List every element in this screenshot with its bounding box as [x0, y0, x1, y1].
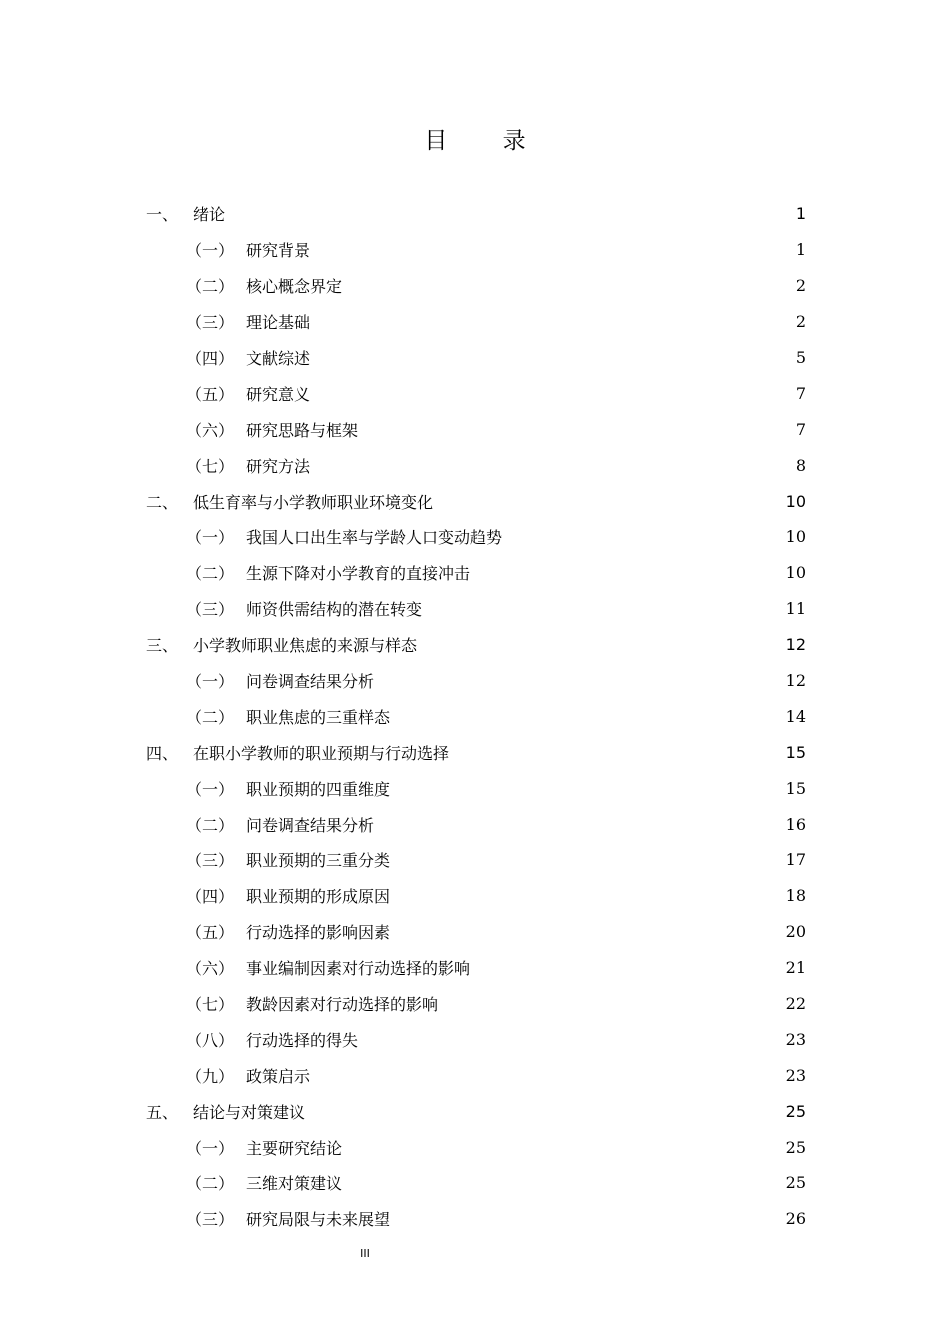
toc-entry-page: 10: [785, 491, 806, 511]
toc-entry-label: 职业预期的四重维度: [246, 779, 391, 799]
toc-entry-number: （四）: [186, 887, 235, 907]
toc-dot-leader: [392, 709, 783, 727]
toc-entry-label: 教龄因素对行动选择的影响: [246, 995, 439, 1015]
toc-section-entry[interactable]: [0, 1021, 950, 1057]
toc-entry-page: 8: [795, 455, 806, 475]
toc-entry-label: 三维对策建议: [246, 1174, 343, 1194]
table-of-contents: [0, 196, 950, 1237]
toc-section-entry[interactable]: [0, 1165, 950, 1201]
toc-entry-label: 研究意义: [246, 384, 311, 404]
toc-dot-leader: [392, 853, 783, 871]
toc-entry-label: 师资供需结构的潜在转变: [246, 600, 423, 620]
toc-section-entry[interactable]: [0, 555, 950, 591]
toc-entry-number: （一）: [186, 1138, 235, 1158]
toc-entry-page: 1: [795, 204, 806, 224]
toc-entry-page: 22: [785, 994, 806, 1014]
toc-dot-leader: [392, 889, 783, 907]
toc-dot-leader: [344, 279, 793, 297]
toc-dot-leader: [472, 961, 783, 979]
toc-entry-page: 10: [785, 527, 806, 547]
toc-section-entry[interactable]: [0, 340, 950, 376]
toc-entry-label: 问卷调查结果分析: [246, 672, 375, 692]
toc-dot-leader: [424, 602, 783, 620]
toc-entry-number: （一）: [186, 241, 235, 261]
toc-entry-label: 行动选择的影响因素: [246, 923, 391, 943]
toc-section-entry[interactable]: [0, 268, 950, 304]
toc-entry-page: 21: [785, 958, 806, 978]
toc-section-entry[interactable]: [0, 770, 950, 806]
toc-entry-page: 18: [785, 886, 806, 906]
toc-section-entry[interactable]: [0, 447, 950, 483]
toc-entry-number: （六）: [186, 959, 235, 979]
toc-entry-label: 小学教师职业焦虑的来源与样态: [193, 636, 418, 656]
toc-entry-number: （四）: [186, 349, 235, 368]
toc-entry-number: （九）: [186, 1066, 235, 1086]
toc-entry-number: （三）: [186, 851, 235, 871]
toc-entry-page: 7: [795, 419, 806, 439]
toc-entry-label: 职业预期的三重分类: [246, 851, 391, 871]
toc-entry-number: （八）: [186, 1030, 235, 1050]
toc-entry-page: 23: [785, 1029, 806, 1049]
toc-entry-number: 二、: [146, 492, 179, 512]
toc-entry-page: 25: [785, 1101, 806, 1121]
toc-entry-label: 低生育率与小学教师职业环境变化: [193, 492, 434, 512]
toc-entry-number: 三、: [146, 636, 179, 656]
toc-entry-label: 职业焦虑的三重样态: [246, 707, 391, 727]
toc-entry-page: 2: [795, 312, 806, 332]
toc-entry-page: 1: [795, 240, 806, 260]
toc-dot-leader: [360, 1032, 783, 1050]
toc-entry-label: 在职小学教师的职业预期与行动选择: [193, 743, 450, 763]
toc-dot-leader: [440, 997, 783, 1015]
toc-entry-label: 职业预期的形成原因: [246, 887, 391, 907]
toc-entry-number: （三）: [186, 600, 235, 620]
toc-entry-number: （一）: [186, 779, 235, 799]
toc-entry-number: 一、: [146, 205, 179, 225]
toc-section-entry[interactable]: [0, 878, 950, 914]
toc-entry-page: 12: [785, 635, 806, 655]
toc-entry-page: 11: [785, 599, 806, 619]
toc-dot-leader: [312, 243, 793, 261]
toc-entry-page: 26: [785, 1209, 806, 1229]
toc-entry-label: 研究背景: [246, 241, 311, 261]
toc-entry-number: （三）: [186, 1210, 235, 1230]
toc-chapter-entry[interactable]: [0, 734, 950, 770]
toc-dot-leader: [435, 494, 783, 512]
toc-dot-leader: [312, 315, 793, 333]
toc-section-entry[interactable]: [0, 232, 950, 268]
toc-entry-number: （五）: [186, 923, 235, 943]
toc-entry-label: 绪论: [193, 205, 226, 225]
toc-entry-number: （三）: [186, 313, 235, 333]
toc-entry-page: 17: [785, 850, 806, 870]
toc-section-entry[interactable]: [0, 304, 950, 340]
toc-entry-label: 事业编制因素对行动选择的影响: [246, 959, 471, 979]
toc-dot-leader: [360, 422, 793, 440]
toc-chapter-entry[interactable]: [0, 483, 950, 519]
toc-section-entry[interactable]: [0, 914, 950, 950]
toc-dot-leader: [344, 1140, 783, 1158]
toc-dot-leader: [312, 458, 793, 476]
toc-entry-label: 生源下降对小学教育的直接冲击: [246, 564, 471, 584]
toc-dot-leader: [419, 638, 783, 656]
toc-dot-leader: [451, 745, 783, 763]
toc-section-entry[interactable]: [0, 663, 950, 699]
toc-entry-page: 14: [785, 706, 806, 726]
toc-entry-number: （二）: [186, 1174, 235, 1194]
toc-dot-leader: [312, 386, 793, 404]
toc-entry-number: （二）: [186, 277, 235, 297]
toc-section-entry[interactable]: [0, 411, 950, 447]
toc-entry-page: 2: [795, 276, 806, 296]
toc-section-entry[interactable]: [0, 986, 950, 1022]
toc-dot-leader: [392, 781, 783, 799]
toc-entry-label: 研究局限与未来展望: [246, 1210, 391, 1230]
toc-entry-page: 20: [785, 922, 806, 942]
toc-entry-page: 10: [785, 563, 806, 583]
toc-entry-number: （二）: [186, 707, 235, 727]
toc-dot-leader: [312, 351, 793, 369]
toc-entry-number: （五）: [186, 384, 235, 404]
toc-section-entry[interactable]: [0, 375, 950, 411]
toc-section-entry[interactable]: [0, 698, 950, 734]
toc-chapter-entry[interactable]: [0, 1093, 950, 1129]
toc-section-entry[interactable]: [0, 806, 950, 842]
toc-entry-label: 行动选择的得失: [246, 1030, 359, 1050]
toc-entry-page: 12: [785, 671, 806, 691]
toc-section-entry[interactable]: [0, 1057, 950, 1093]
toc-section-entry[interactable]: [0, 842, 950, 878]
toc-dot-leader: [227, 207, 793, 225]
toc-chapter-entry[interactable]: [0, 627, 950, 663]
toc-entry-page: 23: [785, 1065, 806, 1085]
toc-entry-label: 政策启示: [246, 1066, 311, 1086]
toc-entry-number: （七）: [186, 456, 235, 476]
toc-dot-leader: [344, 1176, 783, 1194]
toc-entry-label: 核心概念界定: [246, 277, 343, 297]
toc-dot-leader: [312, 1068, 783, 1086]
toc-entry-label: 主要研究结论: [246, 1138, 343, 1158]
toc-entry-number: 五、: [146, 1102, 179, 1122]
toc-entry-number: （一）: [186, 528, 235, 548]
toc-dot-leader: [392, 1212, 783, 1230]
toc-entry-page: 5: [795, 348, 806, 367]
toc-entry-number: （一）: [186, 672, 235, 692]
toc-entry-label: 研究方法: [246, 456, 311, 476]
toc-entry-label: 理论基础: [246, 313, 311, 333]
page-title: 目 录: [424, 128, 550, 154]
toc-entry-page: 25: [785, 1173, 806, 1193]
toc-entry-label: 研究思路与框架: [246, 420, 359, 440]
toc-chapter-entry[interactable]: [0, 196, 950, 232]
toc-entry-number: （六）: [186, 420, 235, 440]
toc-entry-number: （二）: [186, 815, 235, 835]
toc-entry-page: 15: [785, 778, 806, 798]
toc-entry-page: 25: [785, 1137, 806, 1157]
toc-entry-number: （二）: [186, 564, 235, 584]
toc-entry-page: 15: [785, 742, 806, 762]
toc-dot-leader: [472, 566, 783, 584]
toc-dot-leader: [307, 1104, 783, 1122]
toc-dot-leader: [504, 530, 783, 548]
toc-entry-label: 文献综述: [246, 349, 311, 368]
toc-section-entry[interactable]: [0, 950, 950, 986]
toc-section-entry[interactable]: [0, 1201, 950, 1237]
toc-entry-number: （七）: [186, 995, 235, 1015]
toc-entry-label: 我国人口出生率与学龄人口变动趋势: [246, 528, 503, 548]
toc-dot-leader: [376, 674, 783, 692]
toc-section-entry[interactable]: [0, 519, 950, 555]
toc-entry-label: 结论与对策建议: [193, 1102, 306, 1122]
toc-entry-page: 16: [785, 814, 806, 834]
page-number: III: [360, 1247, 370, 1260]
toc-dot-leader: [376, 817, 783, 835]
toc-section-entry[interactable]: [0, 1129, 950, 1165]
toc-entry-page: 7: [795, 383, 806, 403]
toc-section-entry[interactable]: [0, 591, 950, 627]
toc-entry-label: 问卷调查结果分析: [246, 815, 375, 835]
toc-entry-number: 四、: [146, 743, 179, 763]
toc-dot-leader: [392, 925, 783, 943]
